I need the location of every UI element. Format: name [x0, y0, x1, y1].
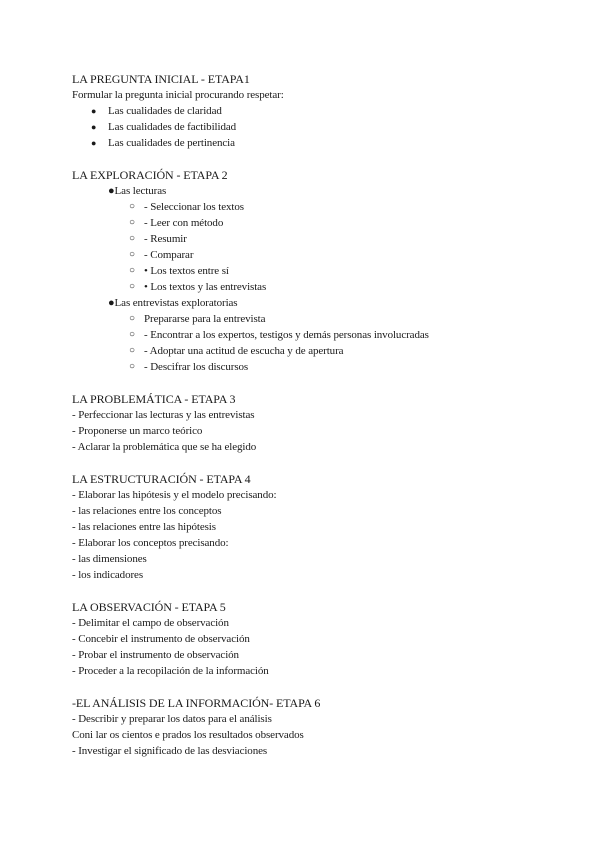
bullet-dot-icon: ● [108, 185, 115, 197]
list-item: ● Las cualidades de claridad [91, 105, 222, 117]
sub-list-item: ○ - Seleccionar los textos [129, 201, 244, 213]
text-line: - Elaborar los conceptos precisando: [72, 537, 229, 549]
bullet-dot-icon: ● [91, 138, 97, 148]
bullet-circle-icon: ○ [129, 233, 135, 244]
bullet-dot-icon: ● [91, 122, 97, 132]
text-line: - los indicadores [72, 569, 144, 581]
text-line: - Concebir el instrumento de observación [72, 633, 250, 645]
sub-list-item: ○ • Los textos entre sí [129, 265, 229, 277]
list-group [72, 183, 552, 295]
bullet-circle-icon: ○ [129, 329, 135, 340]
list-item: ●Las entrevistas exploratorias [108, 297, 238, 309]
section-etapa-2 [72, 167, 552, 375]
bullet-list [72, 183, 552, 375]
section-heading: LA OBSERVACIÓN - ETAPA 5 [72, 600, 226, 614]
section-heading: LA PROBLEMÁTICA - ETAPA 3 [72, 392, 236, 406]
sub-bullet-list [108, 199, 552, 295]
bullet-circle-icon: ○ [129, 265, 135, 276]
text-line: - Delimitar el campo de observación [72, 617, 229, 629]
sub-list-item: ○ - Encontrar a los expertos, testigos y demás personas involucradas [129, 329, 429, 341]
sub-list-item: ○ - Resumir [129, 233, 187, 245]
text-line: - Perfeccionar las lecturas y las entrevistas [72, 409, 255, 421]
section-intro: Formular la pregunta inicial procurando respetar: [72, 89, 284, 101]
list-item: ●Las lecturas [108, 185, 167, 197]
bullet-circle-icon: ○ [129, 217, 135, 228]
bullet-circle-icon: ○ [129, 249, 135, 260]
bullet-circle-icon: ○ [129, 281, 135, 292]
section-etapa-6 [72, 695, 552, 759]
section-etapa-4 [72, 471, 552, 583]
sub-list-item: ○ - Adoptar una actitud de escucha y de apertura [129, 345, 344, 357]
sub-list-item: ○ - Descifrar los discursos [129, 361, 249, 373]
bullet-circle-icon: ○ [129, 201, 135, 212]
text-line: - las relaciones entre los conceptos [72, 505, 222, 517]
text-line: - las dimensiones [72, 553, 147, 565]
text-line: - Proceder a la recopilación de la información [72, 665, 269, 677]
bullet-circle-icon: ○ [129, 361, 135, 372]
section-etapa-1 [72, 71, 552, 151]
text-line: - Probar el instrumento de observación [72, 649, 239, 661]
list-group [72, 295, 552, 375]
sub-list-item: ○ - Comparar [129, 249, 194, 261]
text-line: Coni lar os cientos e prados los resultados observados [72, 729, 304, 741]
section-etapa-5 [72, 599, 552, 679]
text-line: - Proponerse un marco teórico [72, 425, 203, 437]
bullet-list [72, 103, 552, 151]
sub-bullet-list [108, 311, 552, 375]
text-line: - Aclarar la problemática que se ha elegido [72, 441, 257, 453]
bullet-circle-icon: ○ [129, 345, 135, 356]
sub-list-item: ○ - Leer con método [129, 217, 224, 229]
section-heading: LA EXPLORACIÓN - ETAPA 2 [72, 168, 228, 182]
bullet-dot-icon: ● [108, 297, 115, 309]
list-item: ● Las cualidades de factibilidad [91, 121, 237, 133]
text-line: - Describir y preparar los datos para el análisis [72, 713, 272, 725]
text-line: - Investigar el significado de las desviaciones [72, 745, 268, 757]
text-line: - las relaciones entre las hipótesis [72, 521, 216, 533]
text-line: - Elaborar las hipótesis y el modelo precisando: [72, 489, 277, 501]
document-page [72, 71, 552, 759]
bullet-dot-icon: ● [91, 106, 97, 116]
sub-list-item: ○ • Los textos y las entrevistas [129, 281, 267, 293]
list-item: ● Las cualidades de pertinencia [91, 137, 235, 149]
section-heading: LA ESTRUCTURACIÓN - ETAPA 4 [72, 472, 251, 486]
section-heading: LA PREGUNTA INICIAL - ETAPA1 [72, 72, 250, 86]
bullet-circle-icon: ○ [129, 313, 135, 324]
section-heading: -EL ANÁLISIS DE LA INFORMACIÓN- ETAPA 6 [72, 696, 321, 710]
sub-list-item: ○ Prepararse para la entrevista [129, 313, 266, 325]
section-etapa-3 [72, 391, 552, 455]
